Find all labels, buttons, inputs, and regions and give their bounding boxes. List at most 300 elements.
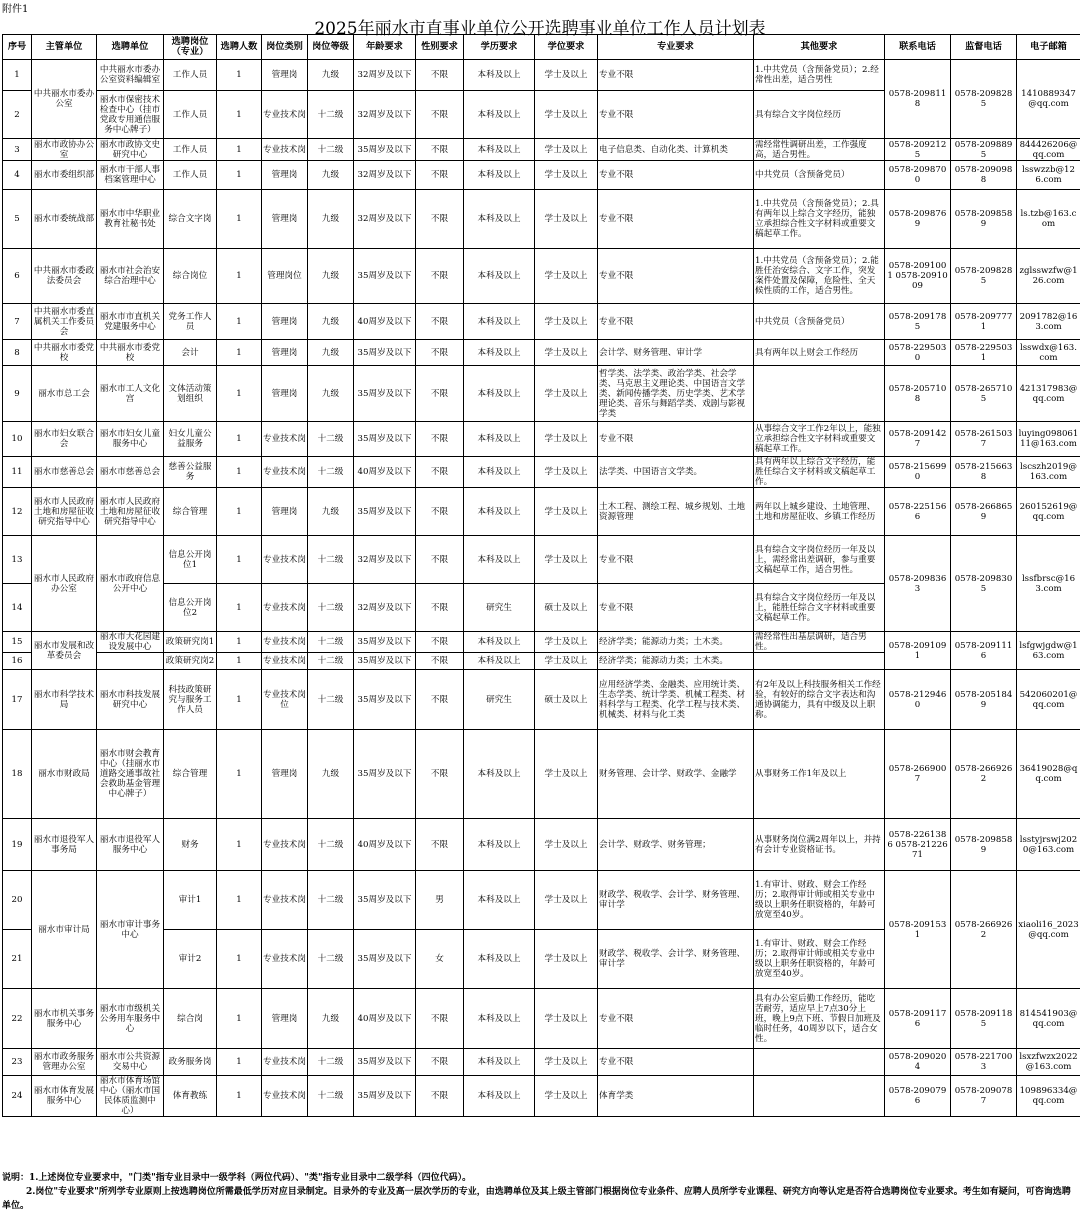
cell-category: 管理岗 — [262, 366, 308, 422]
cell-supervision-phone: 0578-2090988 — [951, 161, 1017, 190]
cell-count: 1 — [217, 819, 262, 871]
header-position: 选聘岗位（专业） — [164, 35, 217, 60]
cell-phone: 0578-2261386 0578-2122671 — [885, 819, 951, 871]
cell-major: 经济学类；能源动力类；土木类。 — [598, 632, 754, 653]
cell-grade: 十二级 — [308, 457, 354, 488]
cell-unit: 丽水市保密技术检查中心（挂市党政专用通信服务中心牌子） — [97, 91, 164, 139]
cell-count: 1 — [217, 457, 262, 488]
cell-supervision-phone: 0578-2098589 — [951, 190, 1017, 249]
header-gender: 性别要求 — [416, 35, 464, 60]
cell-age: 35周岁及以下 — [354, 249, 416, 304]
cell-age: 40周岁及以下 — [354, 989, 416, 1049]
cell-position: 信息公开岗位1 — [164, 536, 217, 584]
cell-email: luying09806111@163.com — [1017, 422, 1080, 457]
cell-unit: 丽水市慈善总会 — [97, 457, 164, 488]
cell-major: 专业不限 — [598, 989, 754, 1049]
cell-unit: 丽水市审计事务中心 — [97, 871, 164, 989]
cell-email: zglsswzfw@126.com — [1017, 249, 1080, 304]
table-body — [3, 60, 1080, 1117]
cell-index: 18 — [3, 730, 32, 819]
cell-grade: 九级 — [308, 989, 354, 1049]
cell-supervision-phone: 0578-2669262 — [951, 730, 1017, 819]
cell-education: 本科及以上 — [464, 488, 535, 536]
cell-category: 管理岗 — [262, 161, 308, 190]
cell-index: 21 — [3, 930, 32, 989]
table-row — [3, 632, 1080, 653]
cell-other: 1.中共党员（含预备党员）；2.具有两年以上综合文字经历，能独立承担综合性文字材料或重要文稿起草工作。 — [754, 190, 885, 249]
cell-count: 1 — [217, 422, 262, 457]
cell-degree: 学士及以上 — [535, 653, 598, 670]
cell-category: 专业技术岗 — [262, 930, 308, 989]
cell-grade: 十二级 — [308, 91, 354, 139]
cell-grade: 十二级 — [308, 139, 354, 161]
cell-email: 1410889347@qq.com — [1017, 60, 1080, 139]
cell-position: 综合岗位 — [164, 249, 217, 304]
cell-category: 专业技术岗 — [262, 653, 308, 670]
cell-count: 1 — [217, 632, 262, 653]
cell-degree: 学士及以上 — [535, 366, 598, 422]
cell-email: 421317983@qq.com — [1017, 366, 1080, 422]
cell-age: 35周岁及以下 — [354, 730, 416, 819]
cell-count: 1 — [217, 488, 262, 536]
cell-education: 本科及以上 — [464, 457, 535, 488]
cell-email: lsswdx@163.com — [1017, 340, 1080, 366]
cell-degree: 学士及以上 — [535, 1076, 598, 1117]
cell-major: 专业不限 — [598, 60, 754, 91]
cell-position: 工作人员 — [164, 91, 217, 139]
cell-category: 管理岗 — [262, 340, 308, 366]
cell-age: 32周岁及以下 — [354, 91, 416, 139]
table-row — [3, 161, 1080, 190]
cell-other — [754, 1076, 885, 1117]
cell-age: 35周岁及以下 — [354, 871, 416, 930]
cell-index: 17 — [3, 670, 32, 730]
cell-age: 40周岁及以下 — [354, 304, 416, 340]
cell-index: 11 — [3, 457, 32, 488]
cell-phone: 0578-2098769 — [885, 190, 951, 249]
cell-age: 40周岁及以下 — [354, 819, 416, 871]
cell-authority: 中共丽水市委政法委员会 — [32, 249, 97, 304]
table-row — [3, 457, 1080, 488]
cell-age: 35周岁及以下 — [354, 366, 416, 422]
cell-gender: 不限 — [416, 632, 464, 653]
cell-other: 两年以上城乡建设、土地管理、土地和房屋征收、乡镇工作经历 — [754, 488, 885, 536]
cell-email: 36419028@qq.com — [1017, 730, 1080, 819]
cell-phone: 0578-2156990 — [885, 457, 951, 488]
cell-count: 1 — [217, 304, 262, 340]
cell-count: 1 — [217, 139, 262, 161]
cell-education: 研究生 — [464, 670, 535, 730]
cell-authority: 丽水市发展和改革委员会 — [32, 632, 97, 670]
cell-index: 24 — [3, 1076, 32, 1117]
cell-education: 本科及以上 — [464, 60, 535, 91]
cell-major: 专业不限 — [598, 249, 754, 304]
cell-other: 从事综合文字工作2年以上，能独立承担综合性文字材料或重要文稿起草工作。 — [754, 422, 885, 457]
cell-count: 1 — [217, 989, 262, 1049]
cell-position: 政策研究岗2 — [164, 653, 217, 670]
cell-major: 应用经济学类、金融类、应用统计类、生态学类、统计学类、机械工程类、材料科学与工程类、化学工程与技术类、机械类、材料与化工类 — [598, 670, 754, 730]
cell-major: 法学类、中国语言文学类。 — [598, 457, 754, 488]
cell-position: 会计 — [164, 340, 217, 366]
cell-gender: 不限 — [416, 60, 464, 91]
cell-email: lssfbrsc@163.com — [1017, 536, 1080, 632]
cell-authority: 丽水市慈善总会 — [32, 457, 97, 488]
cell-authority: 丽水市机关事务服务中心 — [32, 989, 97, 1049]
cell-authority: 丽水市审计局 — [32, 871, 97, 989]
cell-other: 需经常性调研出差，工作强度高，适合男性。 — [754, 139, 885, 161]
cell-phone: 0578-2090204 — [885, 1049, 951, 1076]
cell-degree: 学士及以上 — [535, 340, 598, 366]
cell-grade: 十二级 — [308, 536, 354, 584]
cell-supervision-phone: 0578-2669262 — [951, 871, 1017, 989]
cell-degree: 学士及以上 — [535, 249, 598, 304]
cell-age: 40周岁及以下 — [354, 457, 416, 488]
cell-other: 中共党员（含预备党员） — [754, 304, 885, 340]
cell-position: 政策研究岗1 — [164, 632, 217, 653]
cell-count: 1 — [217, 930, 262, 989]
cell-category: 专业技术岗 — [262, 536, 308, 584]
cell-gender: 不限 — [416, 730, 464, 819]
cell-authority: 丽水市委统战部 — [32, 190, 97, 249]
cell-supervision-phone: 0578-2098285 — [951, 249, 1017, 304]
cell-authority: 丽水市委组织部 — [32, 161, 97, 190]
header-major: 专业要求 — [598, 35, 754, 60]
cell-age: 35周岁及以下 — [354, 653, 416, 670]
cell-degree: 学士及以上 — [535, 422, 598, 457]
note-2: 2.岗位"专业要求"所列学专业原则上按选聘岗位所需最低学历对应目录制定。目录外的专业及高一层次学历的专业，由选聘单位及其上级主管部门根据岗位专业条件、应聘人员所学专业课程、研究方向等认定是否符合选聘岗位专业要求。考生如有疑问，可咨询选聘单位。 — [2, 1185, 1078, 1213]
cell-category: 管理岗 — [262, 304, 308, 340]
cell-count: 1 — [217, 249, 262, 304]
cell-education: 本科及以上 — [464, 1076, 535, 1117]
cell-authority: 丽水市体育发展服务中心 — [32, 1076, 97, 1117]
cell-gender: 不限 — [416, 422, 464, 457]
cell-major: 财政学、税收学、会计学、财务管理、审计学 — [598, 871, 754, 930]
cell-index: 4 — [3, 161, 32, 190]
cell-authority: 丽水市政务服务管理办公室 — [32, 1049, 97, 1076]
table-row — [3, 488, 1080, 536]
cell-email: lsfgwjgdw@163.com — [1017, 632, 1080, 670]
cell-education: 研究生 — [464, 584, 535, 632]
cell-gender: 不限 — [416, 249, 464, 304]
cell-phone: 0578-2669007 — [885, 730, 951, 819]
cell-other: 有2年及以上科技服务相关工作经验，有较好的综合文字表达和沟通协调能力，具有中级及以上职称。 — [754, 670, 885, 730]
cell-email: 2091782@163.com — [1017, 304, 1080, 340]
cell-gender: 不限 — [416, 989, 464, 1049]
cell-phone: 0578-2090796 — [885, 1076, 951, 1117]
cell-education: 本科及以上 — [464, 536, 535, 584]
cell-authority: 丽水市退役军人事务局 — [32, 819, 97, 871]
cell-authority: 中共丽水市委党校 — [32, 340, 97, 366]
cell-education: 本科及以上 — [464, 653, 535, 670]
note-1: 说明：1.上述岗位专业要求中，"门类"指专业目录中一级学科（两位代码）、"类"指专业目录中二级学科（四位代码）。 — [2, 1171, 1078, 1185]
cell-gender: 不限 — [416, 653, 464, 670]
cell-degree: 学士及以上 — [535, 819, 598, 871]
cell-education: 本科及以上 — [464, 161, 535, 190]
cell-count: 1 — [217, 340, 262, 366]
cell-position: 慈善公益服务 — [164, 457, 217, 488]
cell-age: 32周岁及以下 — [354, 536, 416, 584]
cell-unit: 丽水市大花园建设发展中心 — [97, 632, 164, 653]
cell-education: 本科及以上 — [464, 366, 535, 422]
table-row — [3, 871, 1080, 930]
cell-gender: 女 — [416, 930, 464, 989]
cell-major: 专业不限 — [598, 161, 754, 190]
cell-category: 专业技术岗位 — [262, 670, 308, 730]
cell-education: 本科及以上 — [464, 632, 535, 653]
cell-age: 35周岁及以下 — [354, 340, 416, 366]
cell-unit: 丽水市财会教育中心（挂丽水市道路交通事故社会救助基金管理中心牌子） — [97, 730, 164, 819]
cell-education: 本科及以上 — [464, 1049, 535, 1076]
cell-category: 专业技术岗 — [262, 1049, 308, 1076]
cell-degree: 学士及以上 — [535, 871, 598, 930]
cell-gender: 不限 — [416, 139, 464, 161]
cell-major: 专业不限 — [598, 422, 754, 457]
cell-position: 工作人员 — [164, 161, 217, 190]
cell-major: 财政学、税收学、会计学、财务管理、审计学 — [598, 930, 754, 989]
cell-unit: 丽水市公共资源交易中心 — [97, 1049, 164, 1076]
header-unit: 选聘单位 — [97, 35, 164, 60]
table-row — [3, 730, 1080, 819]
cell-email: 109896334@qq.com — [1017, 1076, 1080, 1117]
cell-position: 科技政策研究与服务工作人员 — [164, 670, 217, 730]
table-row — [3, 819, 1080, 871]
cell-unit: 丽水市社会治安综合治理中心 — [97, 249, 164, 304]
header-authority: 主管单位 — [32, 35, 97, 60]
cell-position: 综合文字岗 — [164, 190, 217, 249]
cell-gender: 不限 — [416, 819, 464, 871]
cell-position: 审计1 — [164, 871, 217, 930]
cell-index: 8 — [3, 340, 32, 366]
cell-index: 20 — [3, 871, 32, 930]
cell-major: 电子信息类、自动化类、计算机类 — [598, 139, 754, 161]
cell-other — [754, 653, 885, 670]
cell-category: 专业技术岗 — [262, 422, 308, 457]
cell-gender: 不限 — [416, 1076, 464, 1117]
cell-supervision-phone: 0578-2668659 — [951, 488, 1017, 536]
header-count: 选聘人数 — [217, 35, 262, 60]
table-row — [3, 304, 1080, 340]
cell-major: 专业不限 — [598, 536, 754, 584]
table-row — [3, 989, 1080, 1049]
cell-major: 专业不限 — [598, 190, 754, 249]
cell-age: 32周岁及以下 — [354, 190, 416, 249]
cell-category: 专业技术岗 — [262, 139, 308, 161]
cell-authority: 丽水市人民政府办公室 — [32, 536, 97, 632]
cell-education: 本科及以上 — [464, 930, 535, 989]
cell-supervision-phone: 0578-2097771 — [951, 304, 1017, 340]
cell-grade: 九级 — [308, 366, 354, 422]
cell-degree: 学士及以上 — [535, 457, 598, 488]
cell-category: 管理岗 — [262, 488, 308, 536]
cell-supervision-phone: 0578-2051849 — [951, 670, 1017, 730]
cell-degree: 硕士及以上 — [535, 584, 598, 632]
cell-age: 35周岁及以下 — [354, 632, 416, 653]
cell-position: 综合岗 — [164, 989, 217, 1049]
cell-gender: 男 — [416, 871, 464, 930]
cell-other: 具有综合文字岗位经历 — [754, 91, 885, 139]
cell-category: 管理岗 — [262, 730, 308, 819]
cell-major: 会计学、财政学、财务管理； — [598, 819, 754, 871]
cell-email: 260152619@qq.com — [1017, 488, 1080, 536]
cell-email: lscszh2019@163.com — [1017, 457, 1080, 488]
cell-education: 本科及以上 — [464, 422, 535, 457]
cell-age: 35周岁及以下 — [354, 139, 416, 161]
cell-count: 1 — [217, 60, 262, 91]
cell-unit: 丽水市科技发展研究中心 — [97, 670, 164, 730]
cell-position: 信息公开岗位2 — [164, 584, 217, 632]
notes — [2, 1171, 1078, 1213]
cell-education: 本科及以上 — [464, 989, 535, 1049]
cell-supervision-phone: 0578-2295031 — [951, 340, 1017, 366]
cell-category: 专业技术岗 — [262, 1076, 308, 1117]
cell-degree: 学士及以上 — [535, 91, 598, 139]
cell-email: ls.tzb@163.com — [1017, 190, 1080, 249]
cell-count: 1 — [217, 730, 262, 819]
cell-category: 专业技术岗 — [262, 457, 308, 488]
cell-grade: 十二级 — [308, 1049, 354, 1076]
cell-other: 1.中共党员（含预备党员）；2.能胜任治安综合、文字工作，突发案件处置及保障，危险性、全天候性质的工作，适合男性。 — [754, 249, 885, 304]
cell-age: 32周岁及以下 — [354, 584, 416, 632]
cell-unit: 丽水市人民政府土地和房屋征收研究指导中心 — [97, 488, 164, 536]
cell-phone: 0578-2057108 — [885, 366, 951, 422]
cell-unit: 丽水市市级机关公务用车服务中心 — [97, 989, 164, 1049]
cell-degree: 学士及以上 — [535, 161, 598, 190]
cell-index: 3 — [3, 139, 32, 161]
cell-phone: 0578-2295030 — [885, 340, 951, 366]
cell-index: 10 — [3, 422, 32, 457]
cell-index: 23 — [3, 1049, 32, 1076]
cell-age: 35周岁及以下 — [354, 1049, 416, 1076]
cell-unit: 丽水市体育场馆中心（丽水市国民体质监测中心） — [97, 1076, 164, 1117]
cell-authority: 丽水市科学技术局 — [32, 670, 97, 730]
cell-age: 35周岁及以下 — [354, 670, 416, 730]
cell-count: 1 — [217, 161, 262, 190]
header-phone: 联系电话 — [885, 35, 951, 60]
cell-age: 32周岁及以下 — [354, 161, 416, 190]
cell-gender: 不限 — [416, 366, 464, 422]
cell-other: 中共党员（含预备党员） — [754, 161, 885, 190]
cell-other: 1.中共党员（含预备党员）；2.经常性出差，适合男性 — [754, 60, 885, 91]
cell-phone: 0578-2091001 0578-2091009 — [885, 249, 951, 304]
cell-phone: 0578-2092125 — [885, 139, 951, 161]
header-index: 序号 — [3, 35, 32, 60]
cell-degree: 学士及以上 — [535, 632, 598, 653]
cell-index: 9 — [3, 366, 32, 422]
cell-email: xiaoli16_2023@qq.com — [1017, 871, 1080, 989]
cell-category: 专业技术岗 — [262, 91, 308, 139]
cell-age: 35周岁及以下 — [354, 422, 416, 457]
cell-email: lsxzfwzx2022@163.com — [1017, 1049, 1080, 1076]
cell-other — [754, 1049, 885, 1076]
table-row — [3, 422, 1080, 457]
header-category: 岗位类别 — [262, 35, 308, 60]
cell-authority: 中共丽水市委办公室 — [32, 60, 97, 139]
table-row — [3, 340, 1080, 366]
cell-grade: 十二级 — [308, 632, 354, 653]
cell-position: 体育教练 — [164, 1076, 217, 1117]
cell-unit: 丽水市政协文史研究中心 — [97, 139, 164, 161]
cell-unit: 丽水市中华职业教育社秘书处 — [97, 190, 164, 249]
cell-grade: 十二级 — [308, 930, 354, 989]
cell-degree: 学士及以上 — [535, 139, 598, 161]
cell-count: 1 — [217, 366, 262, 422]
table-row — [3, 139, 1080, 161]
cell-index: 5 — [3, 190, 32, 249]
table-row — [3, 1076, 1080, 1117]
cell-authority: 丽水市总工会 — [32, 366, 97, 422]
cell-supervision-phone: 0578-2217003 — [951, 1049, 1017, 1076]
cell-grade: 九级 — [308, 488, 354, 536]
cell-other: 1.有审计、财政、财会工作经历；2.取得审计师或相关专业中级以上职务任职资格的，年龄可放宽至40岁。 — [754, 871, 885, 930]
cell-education: 本科及以上 — [464, 190, 535, 249]
cell-authority: 丽水市政协办公室 — [32, 139, 97, 161]
cell-major: 财务管理、会计学、财政学、金融学 — [598, 730, 754, 819]
cell-gender: 不限 — [416, 670, 464, 730]
cell-age: 35周岁及以下 — [354, 1076, 416, 1117]
cell-major: 会计学、财务管理、审计学 — [598, 340, 754, 366]
cell-major: 经济学类；能源动力类；土木类。 — [598, 653, 754, 670]
cell-unit: 丽水市干部人事档案管理中心 — [97, 161, 164, 190]
cell-count: 1 — [217, 670, 262, 730]
cell-degree: 学士及以上 — [535, 989, 598, 1049]
cell-other: 从事财务岗位满2周年以上，并持有会计专业资格证书。 — [754, 819, 885, 871]
cell-unit: 中共丽水市委办公室资料编辑室 — [97, 60, 164, 91]
cell-supervision-phone: 0578-2156638 — [951, 457, 1017, 488]
cell-degree: 学士及以上 — [535, 930, 598, 989]
cell-category: 专业技术岗 — [262, 632, 308, 653]
cell-index: 7 — [3, 304, 32, 340]
header-email: 电子邮箱 — [1017, 35, 1080, 60]
cell-count: 1 — [217, 536, 262, 584]
cell-supervision-phone: 0578-2098285 — [951, 60, 1017, 139]
table-row — [3, 190, 1080, 249]
cell-grade: 十二级 — [308, 584, 354, 632]
cell-grade: 九级 — [308, 60, 354, 91]
cell-unit — [97, 653, 164, 670]
cell-phone: 0578-2091785 — [885, 304, 951, 340]
cell-gender: 不限 — [416, 457, 464, 488]
cell-unit: 丽水市妇女儿童服务中心 — [97, 422, 164, 457]
cell-education: 本科及以上 — [464, 730, 535, 819]
cell-index: 1 — [3, 60, 32, 91]
cell-category: 管理岗 — [262, 989, 308, 1049]
cell-email: 542060201@qq.com — [1017, 670, 1080, 730]
cell-major: 专业不限 — [598, 91, 754, 139]
table-row — [3, 536, 1080, 584]
cell-grade: 十二级 — [308, 1076, 354, 1117]
cell-unit: 中共丽水市委党校 — [97, 340, 164, 366]
cell-other: 具有两年以上综合文字经历，能胜任综合文字材料或文稿起草工作。 — [754, 457, 885, 488]
cell-grade: 九级 — [308, 340, 354, 366]
cell-grade: 九级 — [308, 161, 354, 190]
cell-gender: 不限 — [416, 161, 464, 190]
cell-phone: 0578-2129460 — [885, 670, 951, 730]
cell-grade: 九级 — [308, 730, 354, 819]
header-degree: 学位要求 — [535, 35, 598, 60]
cell-authority: 丽水市人民政府土地和房屋征收研究指导中心 — [32, 488, 97, 536]
cell-major: 专业不限 — [598, 304, 754, 340]
cell-other — [754, 366, 885, 422]
cell-supervision-phone: 0578-2098305 — [951, 536, 1017, 632]
header-supervision-phone: 监督电话 — [951, 35, 1017, 60]
cell-other: 具有两年以上财会工作经历 — [754, 340, 885, 366]
cell-category: 专业技术岗 — [262, 584, 308, 632]
cell-email: lsswzzb@126.com — [1017, 161, 1080, 190]
cell-count: 1 — [217, 1076, 262, 1117]
cell-grade: 十二级 — [308, 422, 354, 457]
cell-category: 管理岗 — [262, 190, 308, 249]
cell-major: 土木工程、测绘工程、城乡规划、土地资源管理 — [598, 488, 754, 536]
